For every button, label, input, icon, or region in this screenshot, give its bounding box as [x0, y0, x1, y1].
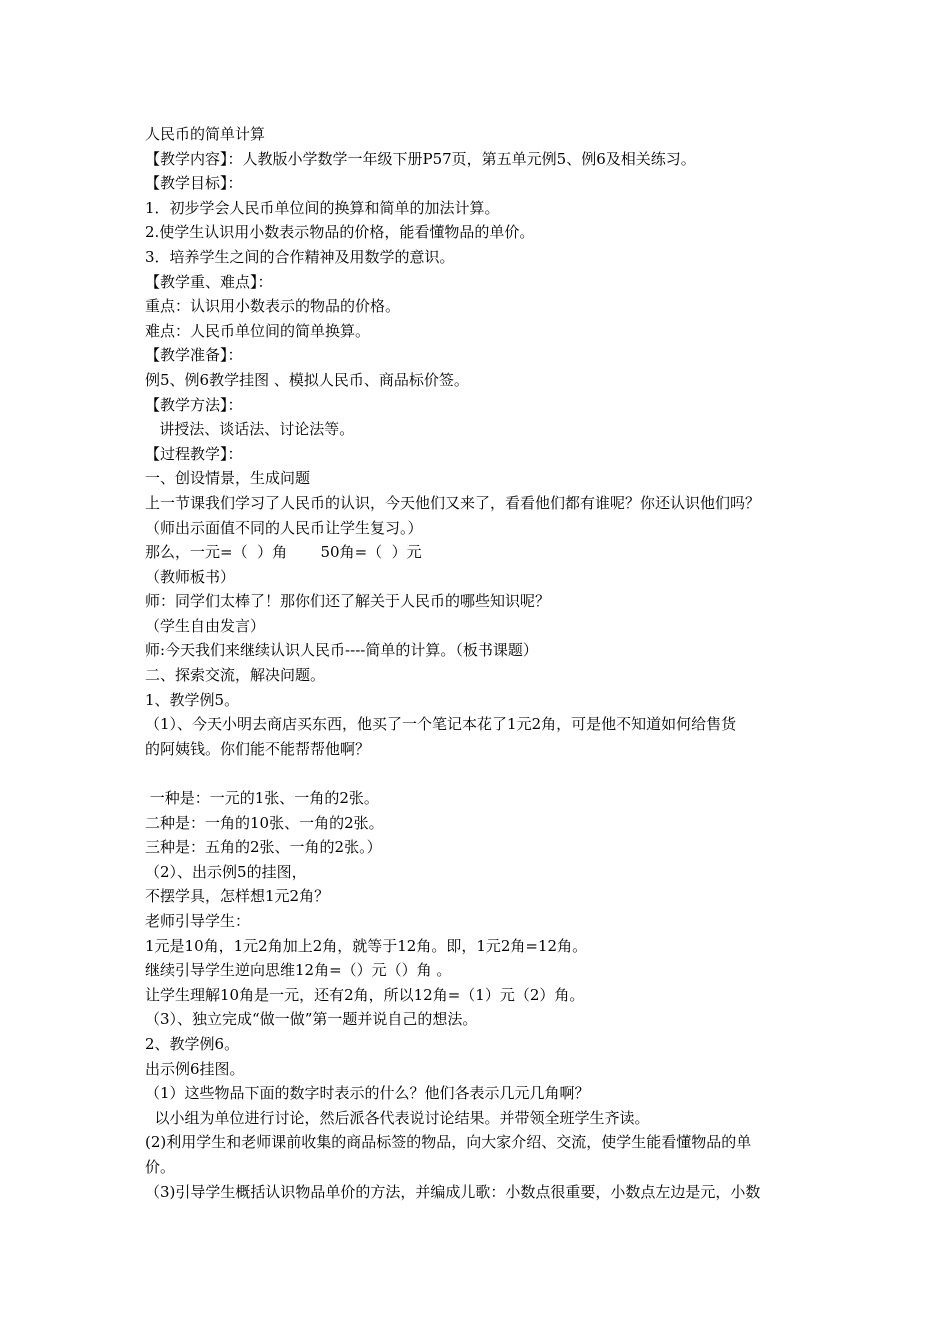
text-line: 老师引导学生： — [145, 912, 251, 930]
text-line: 那么，一元=（ ）角 50角=（ ）元 — [145, 543, 422, 562]
text-line: 三种是：五角的2张、一角的2张。） — [145, 838, 382, 857]
text-line: （1）这些物品下面的数字时表示的什么？他们各表示几元几角啊？ — [145, 1084, 590, 1103]
text-line: （1）、今天小明去商店买东西，他买了一个笔记本花了1元2角，可是他不知道如何给售货 — [145, 715, 737, 734]
text-line: 上一节课我们学习了人民币的认识，今天他们又来了，看看他们都有谁呢？你还认识他们吗？ — [145, 493, 761, 512]
text-line: 师：同学们太棒了！那你们还了解关于人民币的哪些知识呢？ — [145, 592, 551, 611]
text-line: （师出示面值不同的人民币让学生复习。） — [145, 518, 423, 537]
goal-3-line: 3．培养学生之间的合作精神及用数学的意识。 — [145, 247, 455, 266]
section-2-heading: 二、探索交流，解决问题。 — [145, 666, 326, 685]
text-line: 出示例6挂图。 — [145, 1059, 245, 1078]
example-5-heading: 1、教学例5。 — [145, 690, 240, 709]
preparation-heading: 【教学准备】： — [145, 346, 243, 365]
example-6-heading: 2、教学例6。 — [145, 1034, 240, 1053]
teaching-goals-heading: 【教学目标】： — [145, 174, 243, 193]
blank-line — [145, 761, 825, 786]
text-line: (2)利用学生和老师课前收集的商品标签的物品，向大家介绍、交流，使学生能看懂物品的单 — [145, 1133, 752, 1152]
document-title: 人民币的简单计算 — [145, 125, 266, 143]
text-line: 不摆学具，怎样想1元2角？ — [145, 887, 330, 906]
text-line: 的阿姨钱。你们能不能帮帮他啊？ — [145, 739, 371, 758]
goal-1-line: 1．初步学会人民币单位间的换算和简单的加法计算。 — [145, 198, 500, 217]
goal-2-line: 2.使学生认识用小数表示物品的价格，能看懂物品的单价。 — [145, 223, 535, 242]
text-line: （3）、独立完成“做一做”第一题并说自己的想法。 — [145, 1010, 478, 1029]
text-line: 二种是：一角的10张、一角的2张。 — [145, 813, 384, 832]
text-line: 师:今天我们来继续认识人民币----简单的计算。（板书课题） — [145, 641, 538, 660]
section-1-heading: 一、创设情景，生成问题 — [145, 469, 311, 488]
document-body — [145, 122, 825, 1204]
preparation-line: 例5、例6教学挂图 、模拟人民币、商品标价签。 — [145, 370, 469, 389]
text-line: 以小组为单位进行讨论，然后派各代表说讨论结果。并带领全班学生齐读。 — [145, 1108, 650, 1127]
text-line: 价。 — [145, 1157, 176, 1176]
text-line: （3)引导学生概括认识物品单价的方法，并编成儿歌：小数点很重要，小数点左边是元，小数 — [145, 1182, 761, 1201]
text-line: （教师板书） — [145, 567, 236, 586]
method-heading: 【教学方法】： — [145, 395, 243, 414]
teaching-content-line: 【教学内容】：人教版小学数学一年级下册P57页，第五单元例5、例6及相关练习。 — [145, 149, 696, 168]
difficulty-line: 难点：人民币单位间的简单换算。 — [145, 321, 371, 340]
method-line: 讲授法、谈话法、讨论法等。 — [145, 420, 355, 439]
text-line: 1元是10角，1元2角加上2角，就等于12角。即，1元2角=12角。 — [145, 936, 588, 955]
key-point-line: 重点：认识用小数表示的物品的价格。 — [145, 297, 401, 316]
key-points-heading: 【教学重、难点】： — [145, 272, 273, 291]
text-line: 一种是：一元的1张、一角的2张。 — [145, 789, 379, 808]
process-heading: 【过程教学】： — [145, 444, 243, 463]
text-line: 继续引导学生逆向思维12角=（）元（）角 。 — [145, 961, 452, 980]
text-line: 让学生理解10角是一元，还有2角，所以12角=（1）元（2）角。 — [145, 985, 585, 1004]
text-line: （2）、出示例5的挂图， — [145, 862, 307, 881]
text-line: （学生自由发言） — [145, 616, 266, 635]
